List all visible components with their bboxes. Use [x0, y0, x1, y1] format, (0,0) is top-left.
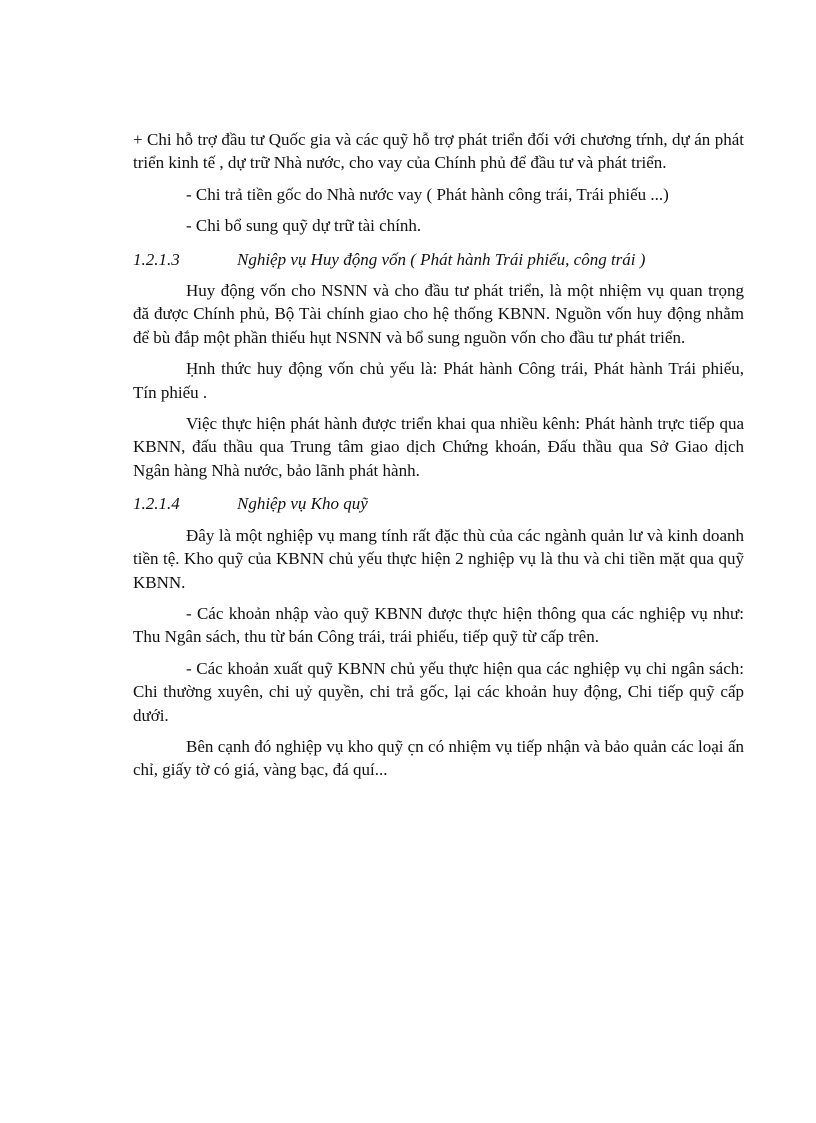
section-number: 1.2.1.3 — [133, 249, 180, 269]
paragraph-vault-receipts: - Các khoản nhập vào quỹ KBNN được thực hiện thông qua các nghiệp vụ như: Thu Ngân sách, thu từ bán Công trái, trái phiếu, tiếp quỹ từ cấp trên. — [133, 603, 744, 647]
section-number: 1.2.1.4 — [133, 494, 180, 514]
paragraph-reserve-fund: - Chi bổ sung quỹ dự trữ tài chính. — [186, 216, 422, 236]
paragraph-vault-intro: Đây là một nghiệp vụ mang tính rất đặc thù của các ngành quản lư và kinh doanh tiền tệ. Kho quỹ của KBNN chủ yếu thực hiện 2 nghiệp vụ là thu và chi tiền mặt qua quỹ KBNN. — [133, 525, 744, 592]
paragraph-vault-disbursements: - Các khoản xuất quỹ KBNN chủ yếu thực hiện qua các nghiệp vụ chi ngân sách: Chi thường xuyên, chi uỷ quyền, chi trả gốc, lại các khoản huy động, Chi tiếp quỹ cấp dưới. — [133, 658, 744, 725]
paragraph-mobilization-forms: Ḥnh thức huy động vốn chủ yếu là: Phát hành Công trái, Phát hành Trái phiếu, Tín phiếu . — [133, 359, 744, 402]
section-title: Nghiệp vụ Huy động vốn ( Phát hành Trái phiếu, công trái ) — [237, 249, 646, 269]
paragraph-investment-spending: + Chi hỗ trợ đầu tư Quốc gia và các quỹ hỗ trợ phát triển đối với chương tŕnh, dự án phát triển kinh tế , dự trữ Nhà nước, cho vay của Chính phủ để đầu tư và phát triển. — [133, 130, 744, 173]
paragraph-principal-repayment: - Chi trả tiền gốc do Nhà nước vay ( Phát hành công trái, Trái phiếu ...) — [186, 184, 669, 204]
section-heading-capital-mobilization — [133, 248, 744, 271]
paragraph-issuance-channels: Việc thực hiện phát hành được triển khai qua nhiều kênh: Phát hành trực tiếp qua KBNN, đấu thầu qua Trung tâm giao dịch Chứng khoán, Đấu thầu qua Sở Giao dịch Ngân hàng Nhà nước, bảo lãnh phát hành. — [133, 414, 744, 480]
section-heading-treasury-vault — [133, 492, 744, 515]
paragraph-vault-custody: Bên cạnh đó nghiệp vụ kho quỹ c̣n có nhiệm vụ tiếp nhận và bảo quản các loại ấn chỉ, giấy tờ có giá, vàng bạc, đá quí... — [133, 736, 744, 780]
section-title: Nghiệp vụ Kho quỹ — [237, 494, 368, 514]
document-page — [133, 128, 744, 782]
paragraph-capital-mobilization-intro: Huy động vốn cho NSNN và cho đầu tư phát triển, là một nhiệm vụ quan trọng đă được Chính phủ, Bộ Tài chính giao cho hệ thống KBNN. Nguồn vốn huy động nhằm để bù đắp một phần thiếu hụt NSNN và bổ sung nguồn vốn cho đầu tư phát triển. — [133, 281, 744, 347]
